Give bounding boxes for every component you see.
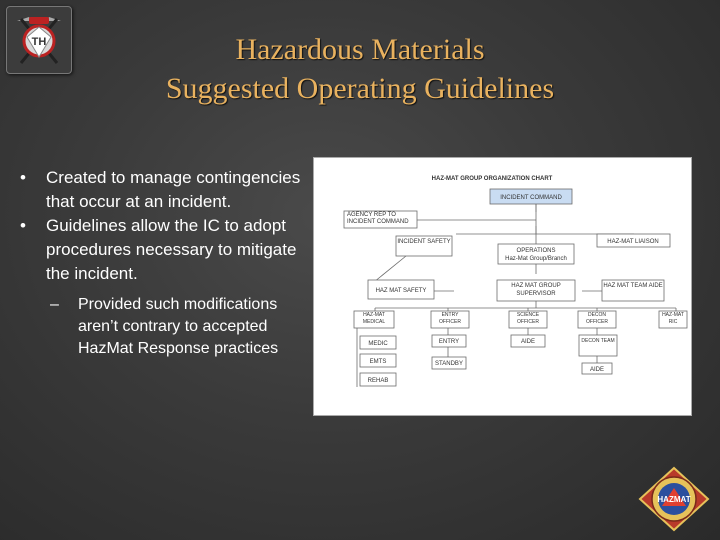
slide-title: [90, 30, 630, 108]
bullet-symbol: •: [20, 216, 26, 235]
bullet-text: Created to manage contingencies that occur at an incident.: [46, 168, 301, 211]
logo-bottom-text: HAZMAT: [657, 495, 691, 504]
title-line-2: Suggested Operating Guidelines: [165, 72, 555, 105]
team-aide-label: HAZ MAT TEAM AIDE: [603, 283, 663, 289]
liaison-label: HAZ-MAT LIAISON: [607, 239, 659, 245]
decon-officer-label: DECON OFFICER: [586, 312, 608, 325]
org-chart: [313, 157, 692, 416]
operations-label: OPERATIONS: [516, 248, 556, 254]
supervisor-label: HAZ MAT GROUP SUPERVISOR: [511, 283, 561, 297]
agency-rep-label: AGENCY REP TO INCIDENT COMMAND: [347, 212, 409, 225]
emts-label: EMTS: [369, 359, 387, 365]
bullet-item: [20, 214, 310, 286]
sub-bullet-symbol: –: [50, 296, 59, 313]
hm-safety-label: HAZ MAT SAFETY: [375, 288, 427, 294]
bullet-text: Guidelines allow the IC to adopt procedures necessary to mitigate the incident.: [46, 216, 297, 283]
bullet-list: [20, 166, 310, 360]
medic-label: MEDIC: [368, 341, 388, 347]
incident-safety-label: INCIDENT SAFETY: [397, 239, 451, 245]
rehab-label: REHAB: [367, 378, 389, 384]
title-line-1: Hazardous Materials: [235, 33, 485, 66]
science-officer-label: SCIENCE OFFICER: [516, 312, 540, 325]
medical-label: HAZ-MAT MEDICAL: [362, 312, 386, 325]
bullet-item: [20, 166, 310, 214]
org-chart-title: HAZ-MAT GROUP ORGANIZATION CHART: [431, 176, 553, 182]
fire-department-logo: [6, 6, 72, 74]
entry-officer-label: ENTRY OFFICER: [439, 312, 461, 325]
aide-decon-label: AIDE: [589, 367, 605, 373]
incident-command-label: INCIDENT COMMAND: [500, 195, 562, 201]
aide-science-label: AIDE: [520, 339, 536, 345]
operations-sublabel: Haz-Mat Group/Branch: [505, 256, 567, 262]
sub-bullet-text: Provided such modifications aren’t contrary to accepted HazMat Response practices: [78, 296, 279, 357]
logo-top-letters: TH: [31, 36, 47, 48]
entry-label: ENTRY: [438, 339, 460, 345]
decon-team-label: DECON TEAM: [581, 338, 615, 344]
ric-label: HAZ-MAT RIC: [662, 312, 684, 325]
hazmat-team-logo: [636, 466, 712, 532]
sub-bullet-item: [50, 294, 310, 360]
bullet-symbol: •: [20, 168, 26, 187]
standby-label: STANDBY: [435, 361, 463, 367]
